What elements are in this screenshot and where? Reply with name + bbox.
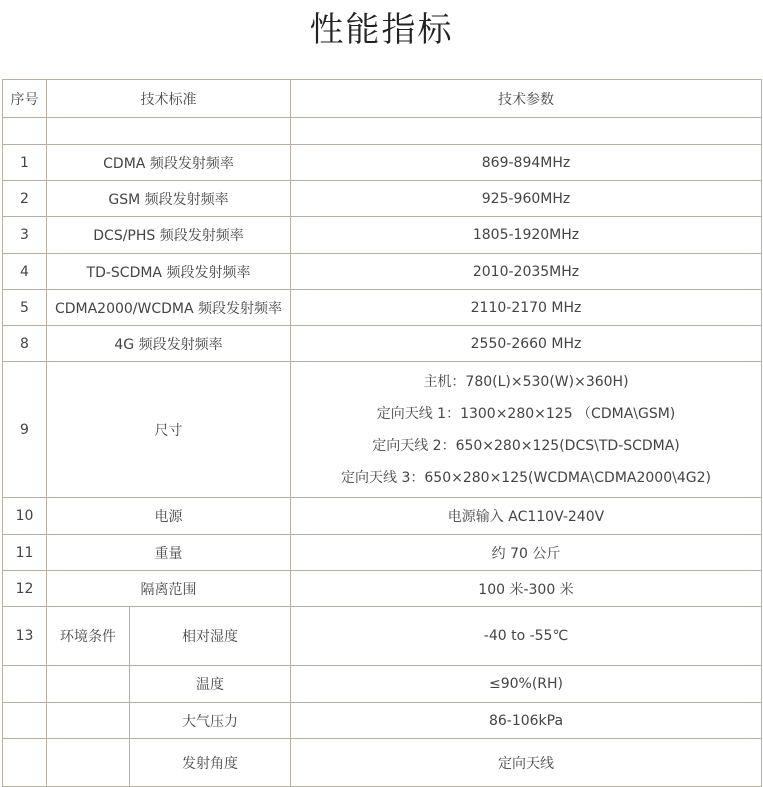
size-row bbox=[3, 362, 762, 498]
row-param: 约 70 公斤 bbox=[291, 535, 762, 571]
env-row bbox=[3, 739, 762, 787]
size-line-antenna-1: 定向天线 1：1300×280×125 （CDMA\GSM) bbox=[376, 405, 676, 422]
env-row bbox=[3, 703, 762, 739]
row-param: 100 米-300 米 bbox=[291, 571, 762, 607]
row-number: 3 bbox=[3, 217, 47, 254]
row-number: 8 bbox=[3, 326, 47, 362]
env-item-value: -40 to -55℃ bbox=[291, 607, 762, 666]
table-row bbox=[3, 290, 762, 326]
env-label: 环境条件 bbox=[47, 607, 130, 666]
env-item-value: ≤90%(RH) bbox=[291, 666, 762, 703]
env-row bbox=[3, 666, 762, 703]
row-standard: CDMA2000/WCDMA 频段发射频率 bbox=[47, 290, 291, 326]
table-row bbox=[3, 326, 762, 362]
header-standard: 技术标准 bbox=[47, 80, 291, 118]
size-param bbox=[291, 362, 762, 498]
row-standard: DCS/PHS 频段发射频率 bbox=[47, 217, 291, 254]
table-row bbox=[3, 498, 762, 535]
header-param: 技术参数 bbox=[291, 80, 762, 118]
row-number: 12 bbox=[3, 571, 47, 607]
env-item-value: 86-106kPa bbox=[291, 703, 762, 739]
spec-table bbox=[2, 79, 762, 787]
size-line-host: 主机：780(L)×530(W)×360H) bbox=[423, 373, 629, 390]
table-row bbox=[3, 571, 762, 607]
table-row bbox=[3, 535, 762, 571]
row-standard: GSM 频段发射频率 bbox=[47, 181, 291, 217]
row-standard: 隔离范围 bbox=[47, 571, 291, 607]
table-row bbox=[3, 254, 762, 290]
row-number: 2 bbox=[3, 181, 47, 217]
row-standard: 尺寸 bbox=[47, 362, 291, 498]
size-line-antenna-3: 定向天线 3：650×280×125(WCDMA\CDMA2000\4G2) bbox=[341, 469, 711, 486]
env-item-value: 定向天线 bbox=[291, 739, 762, 787]
row-param: 2010-2035MHz bbox=[291, 254, 762, 290]
row-param: 电源输入 AC110V-240V bbox=[291, 498, 762, 535]
row-number: 4 bbox=[3, 254, 47, 290]
row-number: 1 bbox=[3, 145, 47, 181]
row-number: 10 bbox=[3, 498, 47, 535]
row-param: 2550-2660 MHz bbox=[291, 326, 762, 362]
row-standard: TD-SCDMA 频段发射频率 bbox=[47, 254, 291, 290]
table-header-row bbox=[3, 80, 762, 118]
empty-row bbox=[3, 118, 762, 145]
row-param: 869-894MHz bbox=[291, 145, 762, 181]
row-number: 11 bbox=[3, 535, 47, 571]
env-item-name: 温度 bbox=[130, 666, 291, 703]
env-item-name: 发射角度 bbox=[130, 739, 291, 787]
row-standard: 4G 频段发射频率 bbox=[47, 326, 291, 362]
row-standard: 重量 bbox=[47, 535, 291, 571]
table-row bbox=[3, 145, 762, 181]
row-param: 2110-2170 MHz bbox=[291, 290, 762, 326]
env-item-name: 大气压力 bbox=[130, 703, 291, 739]
row-number: 13 bbox=[3, 607, 47, 666]
row-param: 925-960MHz bbox=[291, 181, 762, 217]
row-standard: 电源 bbox=[47, 498, 291, 535]
table-row bbox=[3, 181, 762, 217]
row-number: 9 bbox=[3, 362, 47, 498]
table-row bbox=[3, 217, 762, 254]
header-index: 序号 bbox=[3, 80, 47, 118]
row-param: 1805-1920MHz bbox=[291, 217, 762, 254]
row-standard: CDMA 频段发射频率 bbox=[47, 145, 291, 181]
row-number: 5 bbox=[3, 290, 47, 326]
size-line-antenna-2: 定向天线 2：650×280×125(DCS\TD-SCDMA) bbox=[372, 437, 680, 454]
page-title: 性能指标 bbox=[309, 10, 454, 50]
env-row bbox=[3, 607, 762, 666]
env-item-name: 相对湿度 bbox=[130, 607, 291, 666]
